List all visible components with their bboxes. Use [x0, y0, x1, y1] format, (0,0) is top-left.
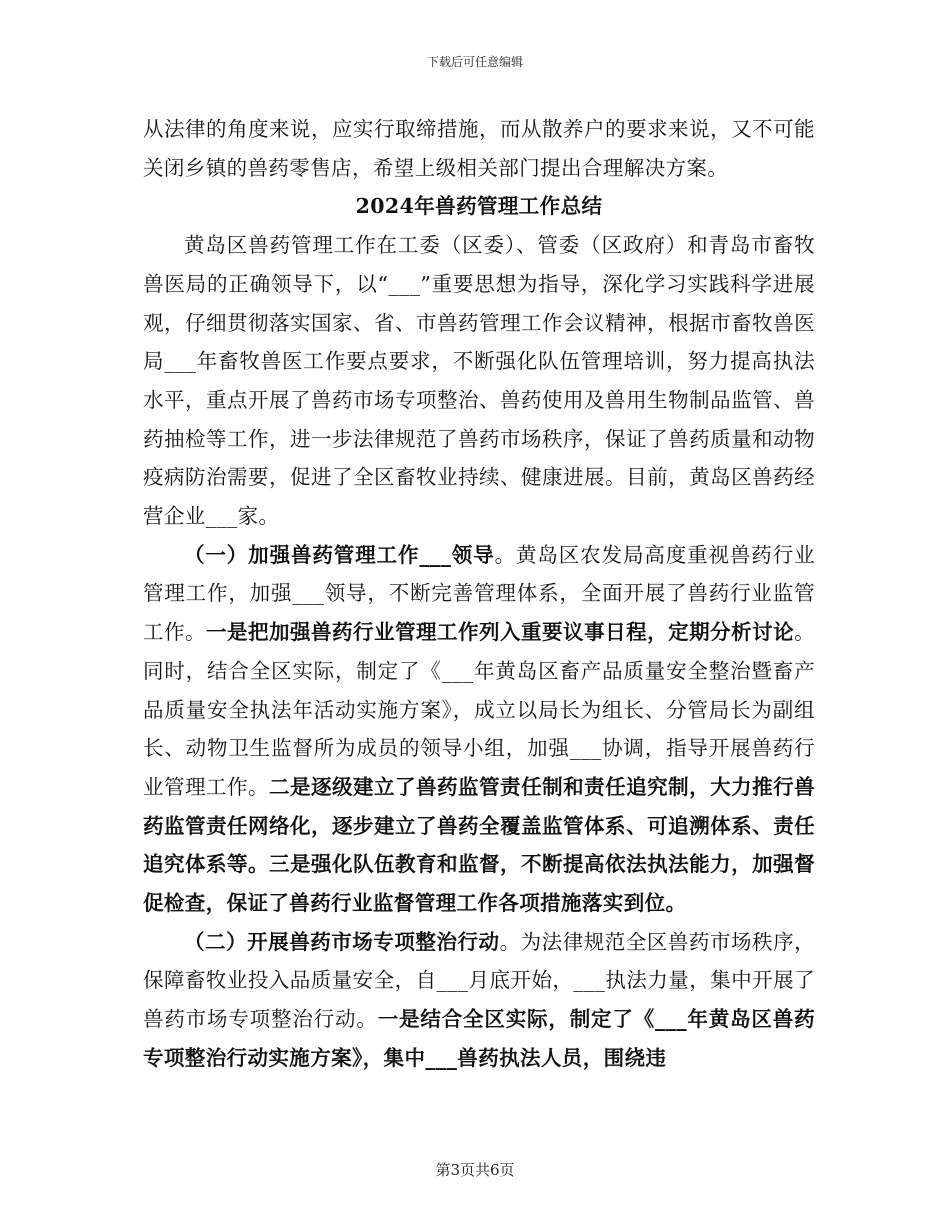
document-body	[143, 110, 815, 1078]
document-title: 2024年兽药管理工作总结	[355, 194, 603, 219]
section-2-paragraph	[143, 923, 815, 1078]
section-1-text-1: 。黄岛区农发局高度重视兽药行业管理工作，加强___领导，不断完善管理体系，全面开展了兽药行业监管工作。	[143, 542, 815, 645]
section-2-text-1: 。为法律规范全区兽药市场秩序，保障畜牧业投入品质量安全，自___月底开始，___执法力量，集中开展了兽药市场专项整治行动。	[143, 929, 816, 1032]
section-1-heading: （一）加强兽药管理工作___领导	[184, 542, 495, 567]
overview-paragraph: 黄岛区兽药管理工作在工委（区委）、管委（区政府）和青岛市畜牧兽医局的正确领导下，以“___”重要思想为指导，深化学习实践科学进展观，仔细贯彻落实国家、省、市兽药管理工作会议精神，根据市畜牧兽医局___年畜牧兽医工作要点要求，不断强化队伍管理培训，努力提高执法水平，重点开展了兽药市场专项整治、兽药使用及兽用生物制品监管、兽药抽检等工作，进一步法律规范了兽药市场秩序，保证了兽药质量和动物疫病防治需要，促进了全区畜牧业持续、健康进展。目前，黄岛区兽药经营企业___家。	[143, 233, 815, 529]
page-header: 下载后可任意编辑	[426, 55, 523, 69]
section-1-text-2: 。同时，结合全区实际，制定了《___年黄岛区畜产品质量安全整治暨畜产品质量安全执法年活动实施方案》，成立以局长为组长、分管局长为副组长、动物卫生监督所为成员的领导小组，加强___协调，指导开展兽药行业管理工作。	[143, 620, 815, 799]
section-1-bold-2: 二是逐级建立了兽药监管责任制和责任追究制，大力推行兽药监管责任网络化，逐步建立了兽药全覆盖监管体系、可追溯体系、责任追究体系等。三是强化队伍教育和监督，不断提高依法执法能力，加强督促检查，保证了兽药行业监督管理工作各项措施落实到位。	[143, 774, 816, 916]
intro-paragraph: 从法律的角度来说，应实行取缔措施，而从散养户的要求来说，又不可能关闭乡镇的兽药零售店，希望上级相关部门提出合理解决方案。	[143, 117, 815, 180]
section-2-heading: （二）开展兽药市场专项整治行动	[184, 929, 500, 954]
section-1-paragraph	[143, 536, 815, 923]
section-1-bold-1: 一是把加强兽药行业管理工作列入重要议事日程，定期分析讨论	[206, 620, 795, 645]
page-footer: 第3页共6页	[435, 1161, 515, 1179]
section-2-bold-1: 一是结合全区实际，制定了《___年黄岛区兽药专项整治行动实施方案》，集中___兽药执法人员，围绕违	[143, 1007, 815, 1070]
